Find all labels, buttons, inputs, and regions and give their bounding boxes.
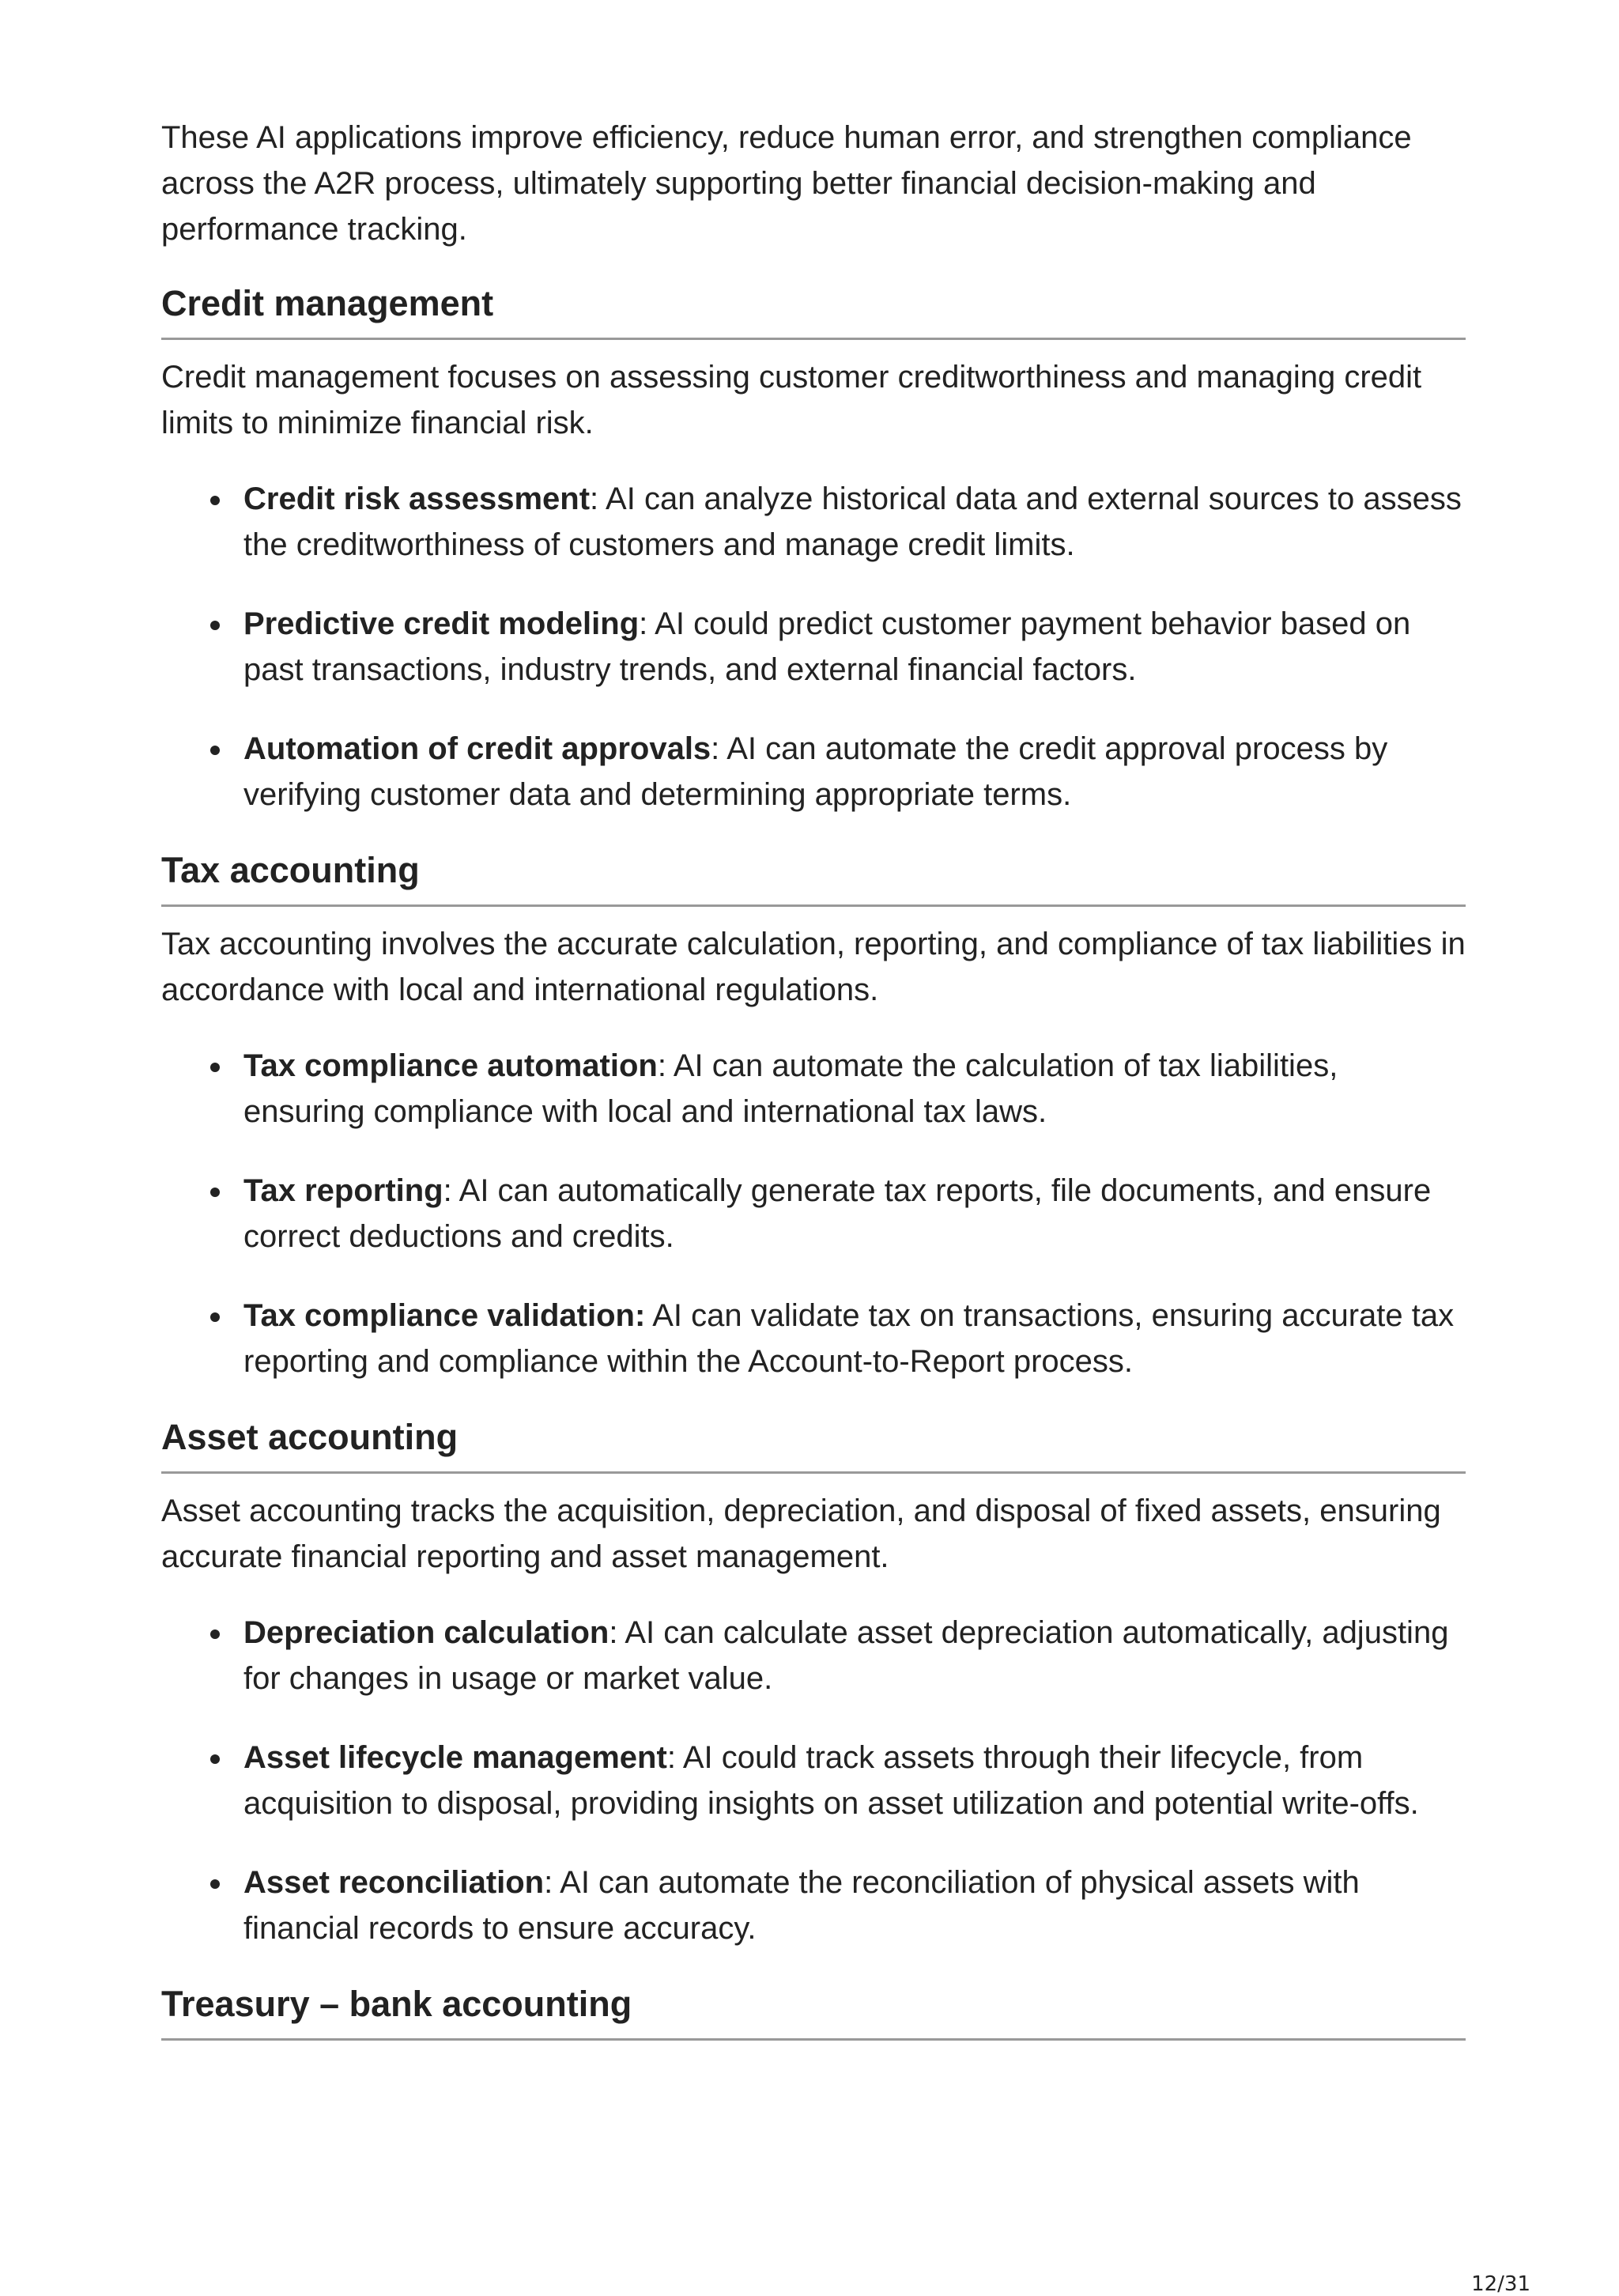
bullet-list (161, 476, 1466, 818)
list-item (161, 1735, 1466, 1826)
section-heading: Asset accounting (161, 1414, 1466, 1474)
item-term: Asset lifecycle management (243, 1740, 667, 1775)
list-item (161, 1293, 1466, 1384)
item-text: : AI can automate the credit approval process by verifying customer data and determining appropriate terms. (243, 731, 1388, 812)
section-asset-accounting (161, 1414, 1466, 1951)
bullet-icon (210, 746, 220, 755)
item-term: Tax reporting (243, 1173, 443, 1208)
list-item (161, 1860, 1466, 1951)
item-term: Automation of credit approvals (243, 731, 711, 766)
list-item (161, 1610, 1466, 1701)
bullet-icon (210, 621, 220, 630)
item-text: : AI can calculate asset depreciation automatically, adjusting for changes in usage or market value. (243, 1615, 1449, 1696)
list-item (161, 1043, 1466, 1135)
item-term: Tax compliance validation: (243, 1298, 646, 1333)
section-description: Asset accounting tracks the acquisition, depreciation, and disposal of fixed assets, ensuring accurate financial reporting and asset management. (161, 1494, 1441, 1574)
document-content (161, 115, 1466, 2071)
item-term: Credit risk assessment (243, 481, 591, 516)
item-text: : AI could track assets through their lifecycle, from acquisition to disposal, providing insights on asset utilization and potential write-offs. (243, 1740, 1419, 1821)
section-heading: Credit management (161, 281, 1466, 340)
section-description: Tax accounting involves the accurate calculation, reporting, and compliance of tax liabilities in accordance with local and international regulations. (161, 927, 1466, 1007)
page-number: 12/31 (1471, 2272, 1530, 2296)
item-text: : AI can automatically generate tax reports, file documents, and ensure correct deductions and credits. (243, 1173, 1432, 1254)
item-text: : AI can automate the reconciliation of physical assets with financial records to ensure accuracy. (243, 1865, 1360, 1946)
list-item (161, 601, 1466, 693)
item-term: Tax compliance automation (243, 1048, 658, 1083)
item-text: : AI could predict customer payment behavior based on past transactions, industry trends, and external financial factors. (243, 606, 1411, 687)
item-text: AI can validate tax on transactions, ensuring accurate tax reporting and compliance within the Account-to-Report process. (243, 1298, 1455, 1379)
section-heading: Treasury – bank accounting (161, 1981, 1466, 2041)
bullet-icon (210, 1063, 220, 1072)
bullet-icon (210, 1879, 220, 1889)
item-term: Depreciation calculation (243, 1615, 609, 1650)
section-credit-management (161, 281, 1466, 818)
section-treasury-bank-accounting (161, 1981, 1466, 2041)
bullet-icon (210, 1312, 220, 1322)
bullet-list (161, 1043, 1466, 1384)
section-description: Credit management focuses on assessing customer creditworthiness and managing credit limits to minimize financial risk. (161, 360, 1422, 440)
bullet-icon (210, 496, 220, 505)
bullet-icon (210, 1188, 220, 1197)
intro-paragraph: These AI applications improve efficiency, reduce human error, and strengthen compliance across the A2R process, ultimately supporting better financial decision-making and performance tracking. (161, 120, 1412, 247)
bullet-list (161, 1610, 1466, 1951)
section-tax-accounting (161, 848, 1466, 1384)
list-item (161, 476, 1466, 568)
item-term: Predictive credit modeling (243, 606, 640, 641)
bullet-icon (210, 1629, 220, 1639)
item-term: Asset reconciliation (243, 1865, 545, 1900)
list-item (161, 726, 1466, 818)
item-text: : AI can analyze historical data and external sources to assess the creditworthiness of customers and manage credit limits. (243, 481, 1462, 562)
list-item (161, 1168, 1466, 1259)
item-text: : AI can automate the calculation of tax liabilities, ensuring compliance with local and international tax laws. (243, 1048, 1338, 1129)
section-heading: Tax accounting (161, 848, 1466, 907)
bullet-icon (210, 1754, 220, 1764)
